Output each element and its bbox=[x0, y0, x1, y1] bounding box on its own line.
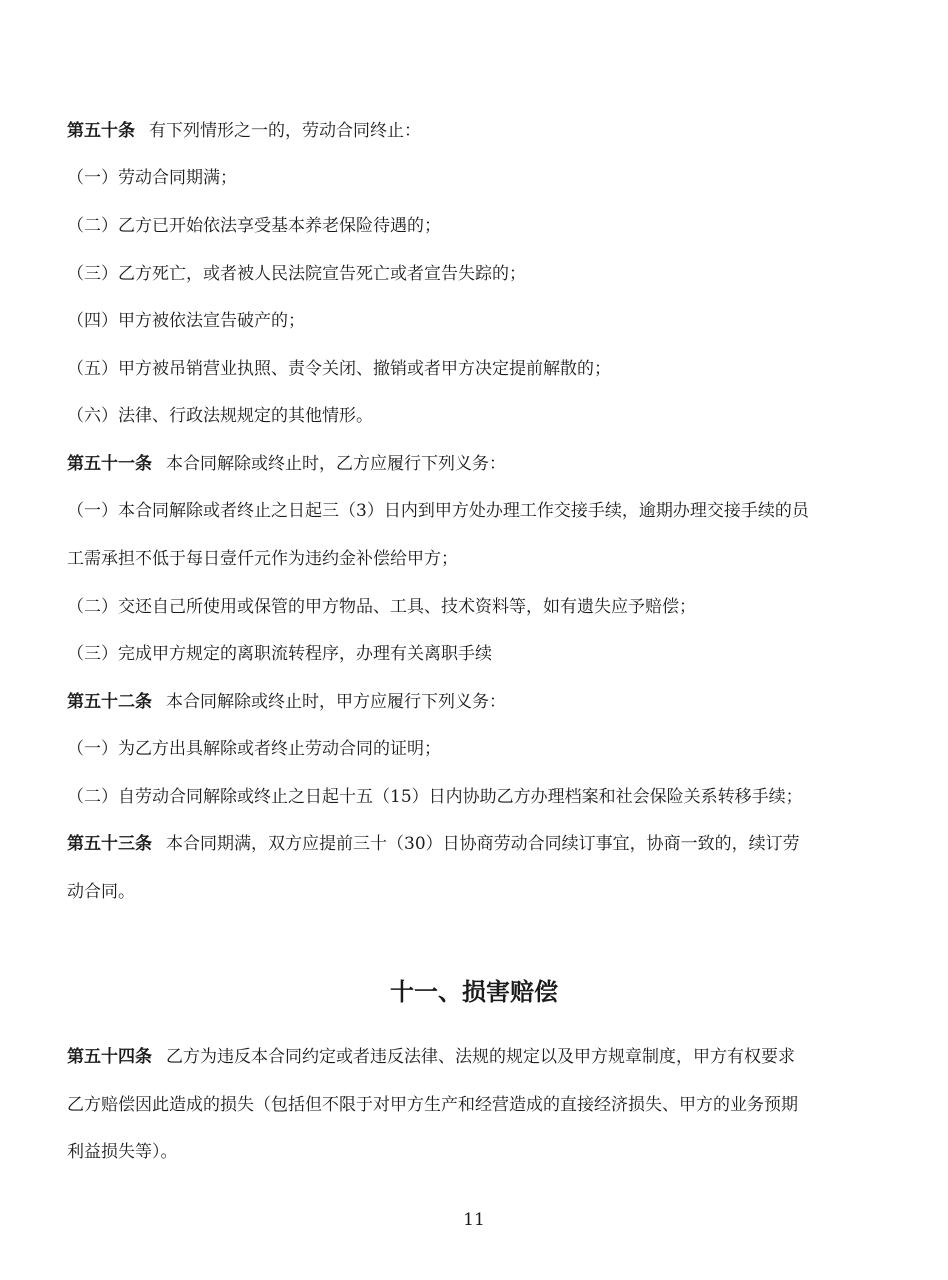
article-52-text: 本合同解除或终止时，甲方应履行下列义务： bbox=[166, 692, 506, 712]
article-50-heading: 第五十条 bbox=[67, 121, 135, 141]
article-52-item-2: （二）自劳动合同解除或终止之日起十五（15）日内协助乙方办理档案和社会保险关系转移手续； bbox=[67, 787, 803, 807]
article-51 bbox=[67, 452, 877, 476]
article-50-item-3: （三）乙方死亡，或者被人民法院宣告死亡或者宣告失踪的； bbox=[67, 264, 526, 284]
article-53-heading: 第五十三条 bbox=[67, 834, 152, 854]
article-50-item-4: （四）甲方被依法宣告破产的； bbox=[67, 311, 305, 331]
article-51-item-3: （三）完成甲方规定的离职流转程序，办理有关离职手续 bbox=[67, 644, 492, 664]
article-50-item-5: （五）甲方被吊销营业执照、责令关闭、撤销或者甲方决定提前解散的； bbox=[67, 359, 611, 379]
article-52-item-1: （一）为乙方出具解除或者终止劳动合同的证明； bbox=[67, 739, 441, 759]
article-51-text: 本合同解除或终止时，乙方应履行下列义务： bbox=[166, 454, 506, 474]
article-53-cont: 动合同。 bbox=[67, 882, 135, 902]
article-51-item-1: （一）本合同解除或者终止之日起三（3）日内到甲方处办理工作交接手续，逾期办理交接手续的员 bbox=[67, 501, 809, 521]
article-51-item-2: （二）交还自己所使用或保管的甲方物品、工具、技术资料等，如有遗失应予赔偿； bbox=[67, 597, 696, 617]
article-50-item-6: （六）法律、行政法规规定的其他情形。 bbox=[67, 406, 373, 426]
section-title: 十一、损害赔偿 bbox=[390, 978, 558, 1006]
article-50-item-1: （一）劳动合同期满； bbox=[67, 168, 237, 188]
article-54-cont-2: 利益损失等）。 bbox=[67, 1142, 178, 1162]
article-52 bbox=[67, 690, 877, 714]
article-50-text: 有下列情形之一的，劳动合同终止： bbox=[149, 121, 421, 141]
article-54-text: 乙方为违反本合同约定或者违反法律、法规的规定以及甲方规章制度，甲方有权要求 bbox=[166, 1047, 795, 1067]
page-number: 11 bbox=[463, 1210, 485, 1230]
article-54-cont-1: 乙方赔偿因此造成的损失（包括但不限于对甲方生产和经营造成的直接经济损失、甲方的业务预期 bbox=[67, 1095, 798, 1115]
article-53 bbox=[67, 832, 877, 856]
article-52-heading: 第五十二条 bbox=[67, 692, 152, 712]
article-54 bbox=[67, 1045, 877, 1069]
article-50-item-2: （二）乙方已开始依法享受基本养老保险待遇的； bbox=[67, 216, 441, 236]
article-54-heading: 第五十四条 bbox=[67, 1047, 152, 1067]
article-51-heading: 第五十一条 bbox=[67, 454, 152, 474]
article-50 bbox=[67, 119, 877, 143]
article-53-text: 本合同期满，双方应提前三十（30）日协商劳动合同续订事宜，协商一致的，续订劳 bbox=[166, 834, 800, 854]
article-51-item-1-cont: 工需承担不低于每日壹仟元作为违约金补偿给甲方； bbox=[67, 549, 458, 569]
